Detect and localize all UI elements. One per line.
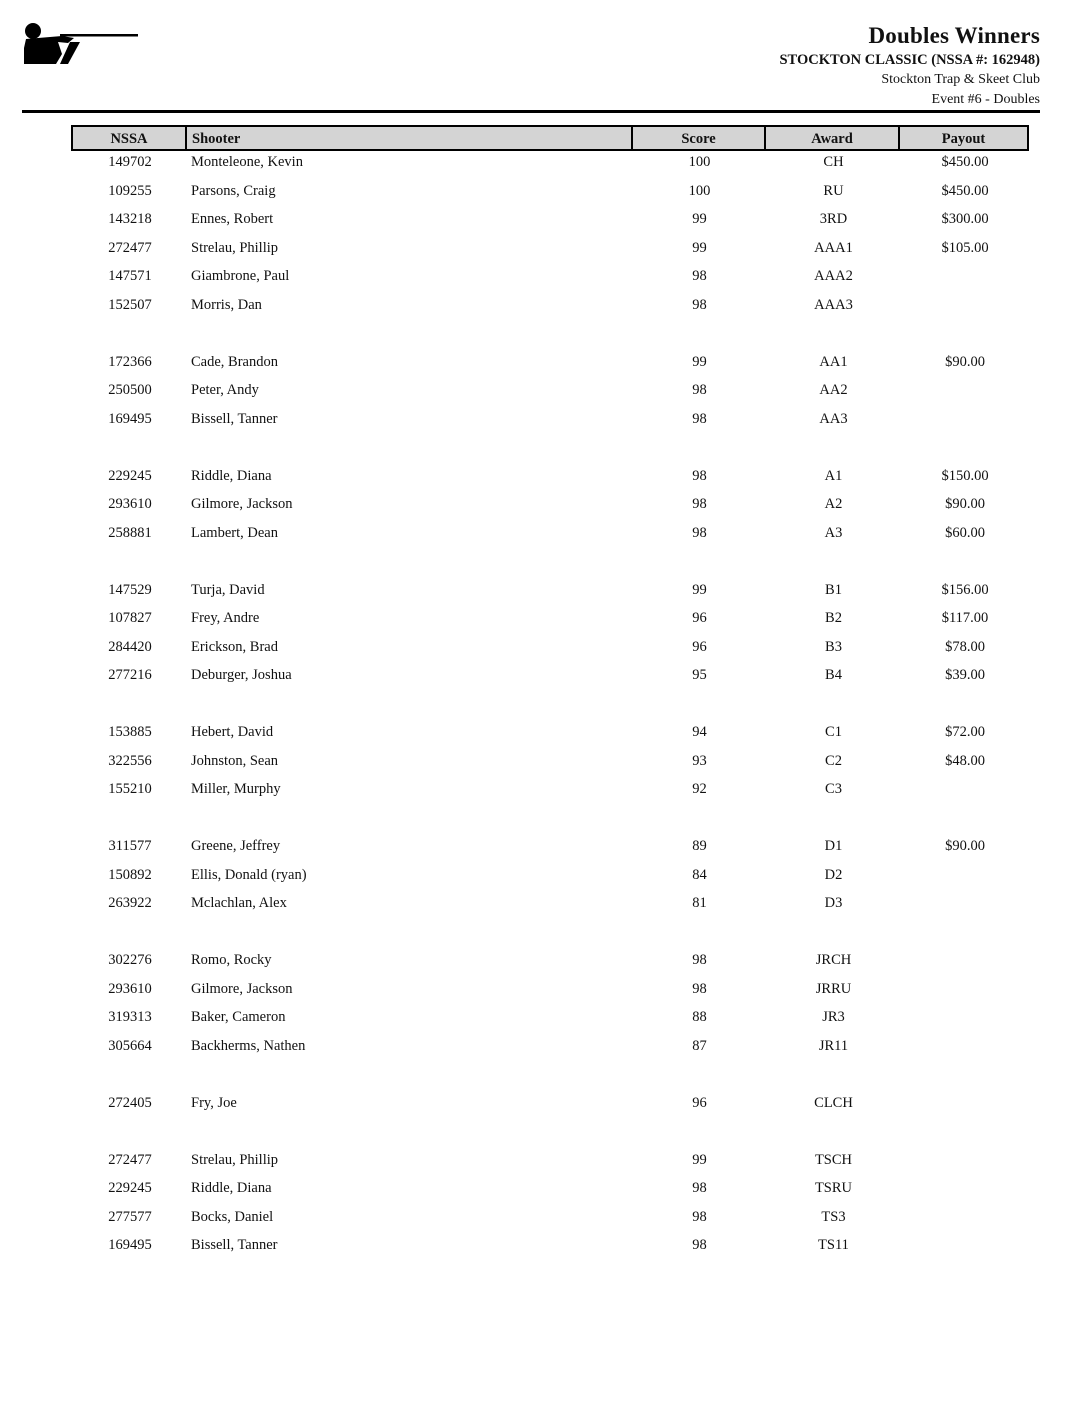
nssa-cell: 302276 (108, 952, 152, 968)
shooter-cell: Bissell, Tanner (191, 1237, 278, 1253)
payout-cell: $90.00 (945, 496, 985, 512)
table-row (71, 1092, 1029, 1114)
payout-cell: $117.00 (941, 610, 989, 626)
shooter-cell: Mclachlan, Alex (191, 895, 287, 911)
award-cell: AAA2 (814, 268, 853, 284)
score-cell: 98 (692, 1237, 707, 1253)
club-name: Stockton Trap & Skeet Club (881, 72, 1040, 87)
shooter-cell: Giambrone, Paul (191, 268, 290, 284)
payout-cell: $72.00 (945, 724, 985, 740)
award-cell: AAA3 (814, 297, 853, 313)
payout-cell: $450.00 (941, 154, 989, 170)
shooter-cell: Cade, Brandon (191, 354, 278, 370)
table-row (71, 379, 1029, 401)
table-row (71, 579, 1029, 601)
table-row (71, 237, 1029, 259)
column-header-payout: Payout (941, 131, 986, 147)
shooter-cell: Hebert, David (191, 724, 274, 740)
nssa-cell: 311577 (108, 838, 152, 854)
table-row (71, 522, 1029, 544)
nssa-cell: 322556 (108, 753, 152, 769)
shooter-cell: Turja, David (191, 582, 265, 598)
payout-cell: $60.00 (945, 525, 985, 541)
score-cell: 98 (692, 952, 707, 968)
award-cell: 3RD (819, 211, 848, 227)
award-cell: JR3 (822, 1009, 845, 1025)
award-cell: A2 (824, 496, 843, 512)
award-cell: TSRU (814, 1180, 853, 1196)
shooter-cell: Bocks, Daniel (191, 1209, 274, 1225)
score-cell: 99 (692, 1152, 707, 1168)
shooter-cell: Erickson, Brad (191, 639, 278, 655)
award-cell: TS11 (818, 1237, 849, 1253)
score-cell: 98 (692, 981, 707, 997)
score-cell: 98 (692, 297, 707, 313)
score-cell: 99 (692, 354, 707, 370)
score-cell: 81 (692, 895, 707, 911)
award-cell: AA3 (819, 411, 848, 427)
nssa-cell: 169495 (108, 1237, 152, 1253)
column-header-score: Score (633, 127, 766, 149)
award-cell: JRRU (815, 981, 852, 997)
score-cell: 89 (692, 838, 707, 854)
table-row (71, 208, 1029, 230)
score-cell: 98 (692, 268, 707, 284)
nssa-cell: 250500 (108, 382, 152, 398)
award-cell: TS3 (821, 1209, 846, 1225)
table-row (71, 1234, 1029, 1256)
shooter-cell: Baker, Cameron (191, 1009, 286, 1025)
shooter-cell: Gilmore, Jackson (191, 981, 293, 997)
award-cell: AA1 (819, 354, 848, 370)
table-row (71, 1006, 1029, 1028)
score-cell: 87 (692, 1038, 707, 1054)
nssa-cell: 272477 (108, 240, 152, 256)
payout-cell: $450.00 (941, 183, 989, 199)
score-cell: 88 (692, 1009, 707, 1025)
award-cell: D3 (824, 895, 843, 911)
column-header-nssa: NSSA (73, 127, 187, 149)
nssa-cell: 229245 (108, 468, 152, 484)
shooter-cell: Peter, Andy (191, 382, 259, 398)
score-cell: 98 (692, 382, 707, 398)
table-row (71, 750, 1029, 772)
table-row (71, 636, 1029, 658)
report-title: Doubles Winners (868, 23, 1040, 48)
table-row (71, 408, 1029, 430)
award-cell: C2 (825, 753, 842, 769)
award-cell: CLCH (814, 1095, 853, 1111)
payout-cell: $90.00 (945, 838, 985, 854)
nssa-cell: 277577 (108, 1209, 152, 1225)
table-row (71, 265, 1029, 287)
nssa-cell: 258881 (108, 525, 152, 541)
payout-cell: $150.00 (941, 468, 989, 484)
report-header (779, 22, 1040, 110)
nssa-cell: 150892 (108, 867, 152, 883)
shooter-cell: Backherms, Nathen (191, 1038, 306, 1054)
table-row (71, 892, 1029, 914)
shooter-cell: Riddle, Diana (191, 468, 272, 484)
shooter-cell: Frey, Andre (191, 610, 260, 626)
score-cell: 100 (688, 183, 711, 199)
nssa-cell: 169495 (108, 411, 152, 427)
table-row (71, 294, 1029, 316)
nssa-cell: 153885 (108, 724, 152, 740)
header-divider (22, 110, 1040, 113)
shooter-cell: Johnston, Sean (191, 753, 278, 769)
payout-cell: $78.00 (945, 639, 985, 655)
award-cell: JRCH (815, 952, 852, 968)
table-row (71, 949, 1029, 971)
award-cell: D2 (824, 867, 843, 883)
table-row (71, 180, 1029, 202)
nssa-cell: 293610 (108, 496, 152, 512)
score-cell: 93 (692, 753, 707, 769)
nssa-cell: 149702 (108, 154, 152, 170)
table-row (71, 864, 1029, 886)
payout-cell: $39.00 (945, 667, 985, 683)
award-cell: JR11 (818, 1038, 849, 1054)
table-header (71, 125, 1029, 151)
score-cell: 96 (692, 639, 707, 655)
award-cell: B3 (825, 639, 842, 655)
score-cell: 84 (692, 867, 707, 883)
nssa-cell: 147571 (108, 268, 152, 284)
nssa-cell: 272405 (108, 1095, 152, 1111)
nssa-cell: 147529 (108, 582, 152, 598)
shooter-cell: Ennes, Robert (191, 211, 274, 227)
shooter-cell: Lambert, Dean (191, 525, 278, 541)
table-row (71, 493, 1029, 515)
shooter-cell: Strelau, Phillip (191, 240, 278, 256)
table-row (71, 607, 1029, 629)
award-cell: A1 (824, 468, 843, 484)
shooter-cell: Miller, Murphy (191, 781, 281, 797)
table-row (71, 1177, 1029, 1199)
shooter-cell: Romo, Rocky (191, 952, 272, 968)
nssa-cell: 277216 (108, 667, 152, 683)
score-cell: 98 (692, 1209, 707, 1225)
payout-cell: $48.00 (945, 753, 985, 769)
award-cell: TSCH (814, 1152, 853, 1168)
table-row (71, 1149, 1029, 1171)
award-cell: RU (823, 183, 844, 199)
table-row (71, 151, 1029, 173)
score-cell: 99 (692, 240, 707, 256)
column-header-award: Award (766, 127, 900, 149)
table-row (71, 721, 1029, 743)
column-header-shooter: Shooter (187, 127, 633, 149)
table-row (71, 778, 1029, 800)
shoot-name: STOCKTON CLASSIC (NSSA #: 162948) (779, 52, 1040, 68)
shooter-with-shotgun-icon (22, 18, 140, 70)
table-row (71, 978, 1029, 1000)
score-cell: 95 (692, 667, 707, 683)
shooter-cell: Parsons, Craig (191, 183, 276, 199)
score-cell: 98 (692, 411, 707, 427)
payout-cell: $156.00 (941, 582, 989, 598)
score-cell: 98 (692, 468, 707, 484)
score-cell: 100 (688, 154, 711, 170)
score-cell: 94 (692, 724, 707, 740)
event-name: Event #6 - Doubles (931, 92, 1040, 107)
shooter-cell: Ellis, Donald (ryan) (191, 867, 307, 883)
table-row (71, 1206, 1029, 1228)
award-cell: D1 (824, 838, 843, 854)
shooter-cell: Greene, Jeffrey (191, 838, 281, 854)
award-cell: C3 (825, 781, 842, 797)
table-row (71, 351, 1029, 373)
shooter-cell: Riddle, Diana (191, 1180, 272, 1196)
nssa-cell: 284420 (108, 639, 152, 655)
score-cell: 98 (692, 525, 707, 541)
award-cell: AAA1 (814, 240, 853, 256)
score-cell: 98 (692, 496, 707, 512)
award-cell: B2 (825, 610, 842, 626)
award-cell: A3 (824, 525, 843, 541)
score-cell: 96 (692, 610, 707, 626)
shooter-cell: Monteleone, Kevin (191, 154, 303, 170)
nssa-cell: 272477 (108, 1152, 152, 1168)
nssa-cell: 319313 (108, 1009, 152, 1025)
score-cell: 92 (692, 781, 707, 797)
table-row (71, 664, 1029, 686)
payout-cell: $300.00 (941, 211, 989, 227)
award-cell: CH (823, 154, 844, 170)
award-cell: B4 (825, 667, 842, 683)
table-row (71, 1035, 1029, 1057)
nssa-cell: 305664 (108, 1038, 152, 1054)
shooter-cell: Strelau, Phillip (191, 1152, 278, 1168)
award-cell: B1 (825, 582, 842, 598)
score-cell: 98 (692, 1180, 707, 1196)
shooter-cell: Gilmore, Jackson (191, 496, 293, 512)
award-cell: C1 (825, 724, 842, 740)
shooter-cell: Deburger, Joshua (191, 667, 292, 683)
nssa-cell: 107827 (108, 610, 152, 626)
table-row (71, 835, 1029, 857)
nssa-cell: 263922 (108, 895, 152, 911)
award-cell: AA2 (819, 382, 848, 398)
nssa-cell: 109255 (108, 183, 152, 199)
nssa-cell: 293610 (108, 981, 152, 997)
shooter-cell: Morris, Dan (191, 297, 262, 313)
payout-cell: $105.00 (941, 240, 989, 256)
score-cell: 96 (692, 1095, 707, 1111)
nssa-cell: 229245 (108, 1180, 152, 1196)
payout-cell: $90.00 (945, 354, 985, 370)
shooter-cell: Bissell, Tanner (191, 411, 278, 427)
nssa-cell: 155210 (108, 781, 152, 797)
nssa-cell: 152507 (108, 297, 152, 313)
nssa-cell: 143218 (108, 211, 152, 227)
table-row (71, 465, 1029, 487)
shooter-cell: Fry, Joe (191, 1095, 237, 1111)
score-cell: 99 (692, 211, 707, 227)
score-cell: 99 (692, 582, 707, 598)
nssa-cell: 172366 (108, 354, 152, 370)
